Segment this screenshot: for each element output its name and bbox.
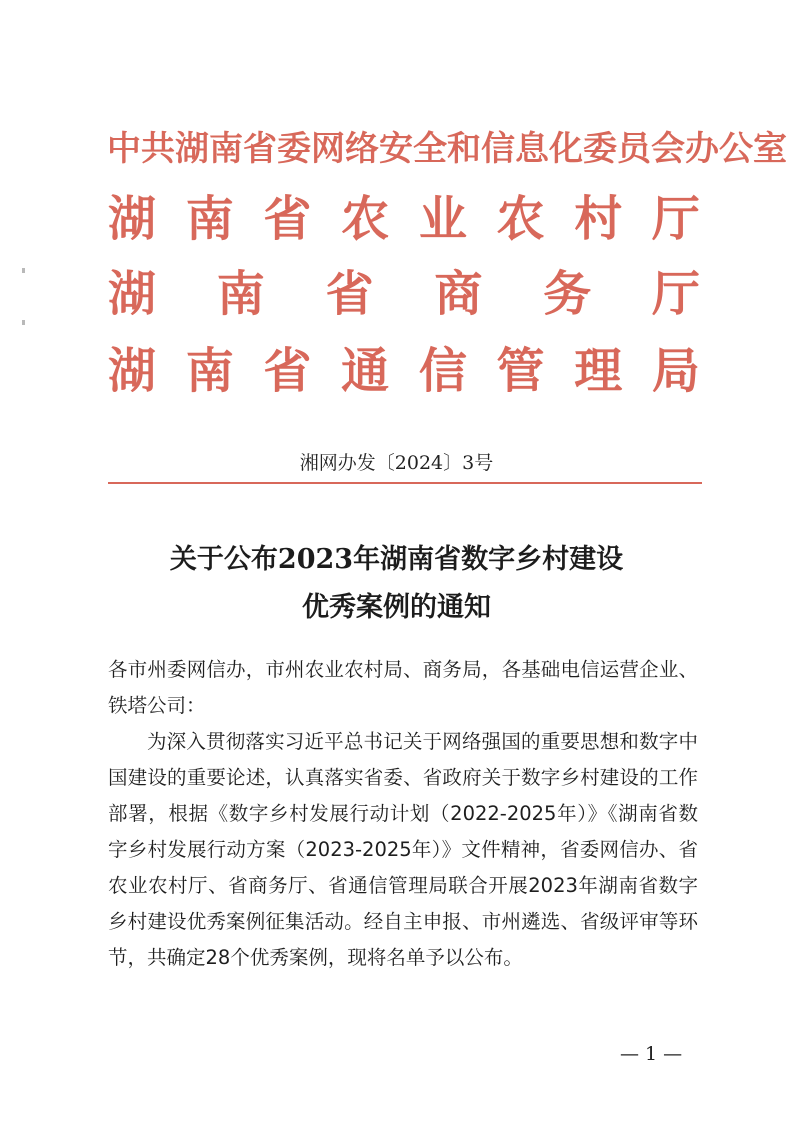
red-divider-line (108, 482, 702, 484)
issuing-org-line-3: 湖 南 省 商 务 厅 (108, 266, 700, 322)
scan-mark (22, 320, 25, 325)
issuing-org-line-2: 湖 南 省 农 业 农 村 厅 (108, 191, 700, 247)
title-line-1: 关于公布2023年湖南省数字乡村建设 (169, 544, 624, 575)
document-number: 湘网办发〔2024〕3号 (299, 452, 494, 474)
scan-mark (22, 268, 25, 273)
page-number: — 1 — (620, 1043, 683, 1065)
issuing-org-line-1: 中 共 湖 南 省 委 网 络 安 全 和 信 息 化 委 员 会 办 公 室 (107, 129, 787, 169)
issuing-org-line-4: 湖 南 省 通 信 管 理 局 (108, 343, 700, 399)
document-body (108, 652, 698, 976)
title-line-2: 优秀案例的通知 (302, 592, 491, 623)
salutation: 各市州委网信办，市州农业农村局、商务局，各基础电信运营企业、铁塔公司： (108, 658, 698, 717)
body-paragraph: 为深入贯彻落实习近平总书记关于网络强国的重要思想和数字中国建设的重要论述，认真落实省委、省政府关于数字乡村建设的工作部署，根据《数字乡村发展行动计划（2022-2025年）》《湖南省数字乡村发展行动方案（2023-2025年）》文件精神，省委网信办、省农业农村厅、省商务厅、省通信管理局联合开展2023年湖南省数字乡村建设优秀案例征集活动。经自主申报、市州遴选、省级评审等环节，共确定28个优秀案例，现将名单予以公布。 (108, 730, 698, 969)
document-title (0, 536, 793, 632)
